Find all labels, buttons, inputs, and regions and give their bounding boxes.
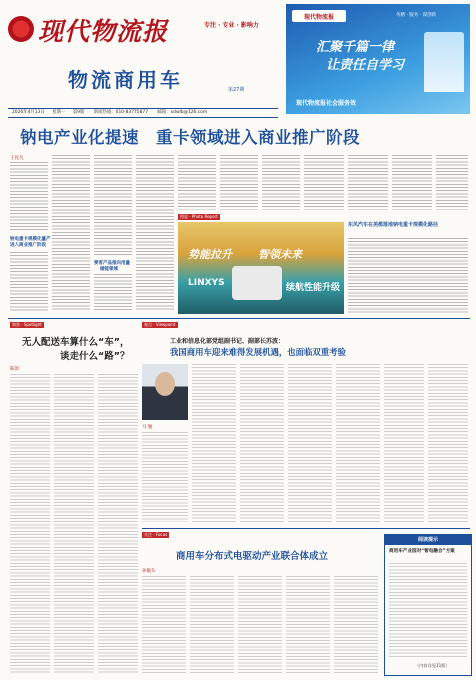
news-hotline: 新闻热线：010-83775877 xyxy=(93,110,148,115)
article1-column2-text xyxy=(52,155,90,312)
focus-column5-text xyxy=(334,576,378,674)
contact-email: 邮箱：xdwlb@126.com xyxy=(157,110,208,115)
paper-name: 现代物流报 xyxy=(38,17,169,46)
reading-tips-title: 商用车产业园对“智电融合”方案 xyxy=(389,549,455,554)
masthead xyxy=(8,6,276,106)
paper-logo-mark xyxy=(8,16,34,42)
reading-tips-label: 阅读提示 xyxy=(385,535,471,545)
stage-sign-3: LINXYS xyxy=(188,278,225,288)
spotlight-column3-text xyxy=(98,374,138,674)
focus-title: 商用车分布式电驱动产业联合体成立 xyxy=(176,551,329,562)
ad-footer: 现代物流报社会服务效 xyxy=(296,100,357,107)
viewpoint-title: 我国商用车迎来难得发展机遇，也面临双重考验 xyxy=(170,347,346,357)
truck-shape xyxy=(232,266,282,300)
article1-subhead2: 进入商业推广阶段 xyxy=(10,243,46,248)
article1-column8-text xyxy=(304,155,344,210)
photo-report-label: 图说 · Photo Report xyxy=(180,214,218,219)
article1-column3b-text xyxy=(94,274,132,312)
spotlight-title-line1: 无人配送车算什么“车”， xyxy=(22,337,130,348)
focus-column2-text xyxy=(190,576,234,674)
article1-column11-text xyxy=(436,155,468,210)
article1-subhead1: 钠电重卡规模化量产 xyxy=(10,237,51,242)
reading-tips-note: （内容详见11版） xyxy=(415,663,450,668)
issue-page: 第9版 xyxy=(72,110,85,115)
article1-column3-text xyxy=(94,155,132,255)
article1-column4-text xyxy=(136,155,174,312)
article1-author: 王昆凡 xyxy=(10,156,24,161)
issue-date: 2026年4月13日 xyxy=(12,110,45,115)
edition-badge: 第27期 xyxy=(228,87,245,93)
ad-banner-line1: 汇聚千篇一律 xyxy=(316,40,395,55)
viewpoint-column1-text xyxy=(142,432,188,522)
spotlight-author: 陈原 xyxy=(10,367,19,372)
advertisement xyxy=(286,4,470,114)
focus-column3-text xyxy=(238,576,282,674)
section-title: 物流商用车 xyxy=(68,68,183,92)
photo-caption: 东风汽车在美都落地钠电重卡规模化路径 xyxy=(348,222,439,228)
spotlight-title-line2: 谈走什么“路”？ xyxy=(60,351,130,362)
viewpoint-portrait xyxy=(142,364,188,420)
viewpoint-column7-text xyxy=(428,364,468,522)
focus-column1-text xyxy=(142,576,186,674)
viewpoint-column6-text xyxy=(384,364,424,522)
portrait-face xyxy=(155,372,175,396)
photo-report-image xyxy=(178,222,344,314)
ad-banner-line2: 让责任自学习 xyxy=(326,58,405,73)
article1-subhead3: 要客产品推向用量 xyxy=(94,261,130,266)
focus-column4-text xyxy=(286,576,330,674)
viewpoint-column5-text xyxy=(336,364,380,522)
viewpoint-label: 观点 · Viewpoint xyxy=(144,322,176,327)
article1-column9-text xyxy=(348,155,388,210)
viewpoint-name: 马 勉 xyxy=(142,425,153,430)
viewpoint-column4-text xyxy=(288,364,332,522)
focus-label: 关注 · Focus xyxy=(144,532,168,537)
article1-column7-text xyxy=(262,155,300,210)
masthead-slogan: 专注 · 专业 · 影响力 xyxy=(204,22,259,29)
ad-brand: 现代物流报 xyxy=(304,14,335,21)
viewpoint-kicker: 工业和信息化部党组副书记、副部长苏波： xyxy=(170,338,285,345)
ad-building-graphic xyxy=(424,32,464,92)
viewpoint-column3-text xyxy=(240,364,284,522)
date-strip xyxy=(8,108,278,118)
photo-caption-text xyxy=(348,238,468,314)
stage-sign-2: 智领未来 xyxy=(258,248,302,261)
spotlight-label: 聚焦 · Spotlight xyxy=(12,322,42,327)
stage-sign-4: 续航性能升级 xyxy=(286,283,341,293)
article1-column1b-text xyxy=(10,252,48,312)
focus-author: 孙敏东 xyxy=(142,569,156,574)
focus-divider xyxy=(142,528,470,529)
section-divider xyxy=(8,318,470,319)
issue-weekday: 星期一 xyxy=(52,110,66,115)
article1-column1-text xyxy=(10,162,48,230)
ad-top-line: 务精 · 服务 · 谋创新 xyxy=(396,13,437,18)
viewpoint-column2-text xyxy=(192,364,236,522)
article1-column6-text xyxy=(220,155,258,210)
article1-subhead4: 储能领域 xyxy=(100,267,118,272)
article1-column5-text xyxy=(178,155,216,210)
article1-column10-text xyxy=(392,155,432,210)
spotlight-column1-text xyxy=(10,374,50,674)
reading-tips-text xyxy=(389,563,467,659)
stage-sign-1: 势能拉升 xyxy=(188,248,232,261)
spotlight-column2-text xyxy=(54,374,94,674)
main-headline: 钠电产业化提速 重卡领域进入商业推广阶段 xyxy=(20,128,360,147)
reading-tips-box xyxy=(384,534,472,676)
